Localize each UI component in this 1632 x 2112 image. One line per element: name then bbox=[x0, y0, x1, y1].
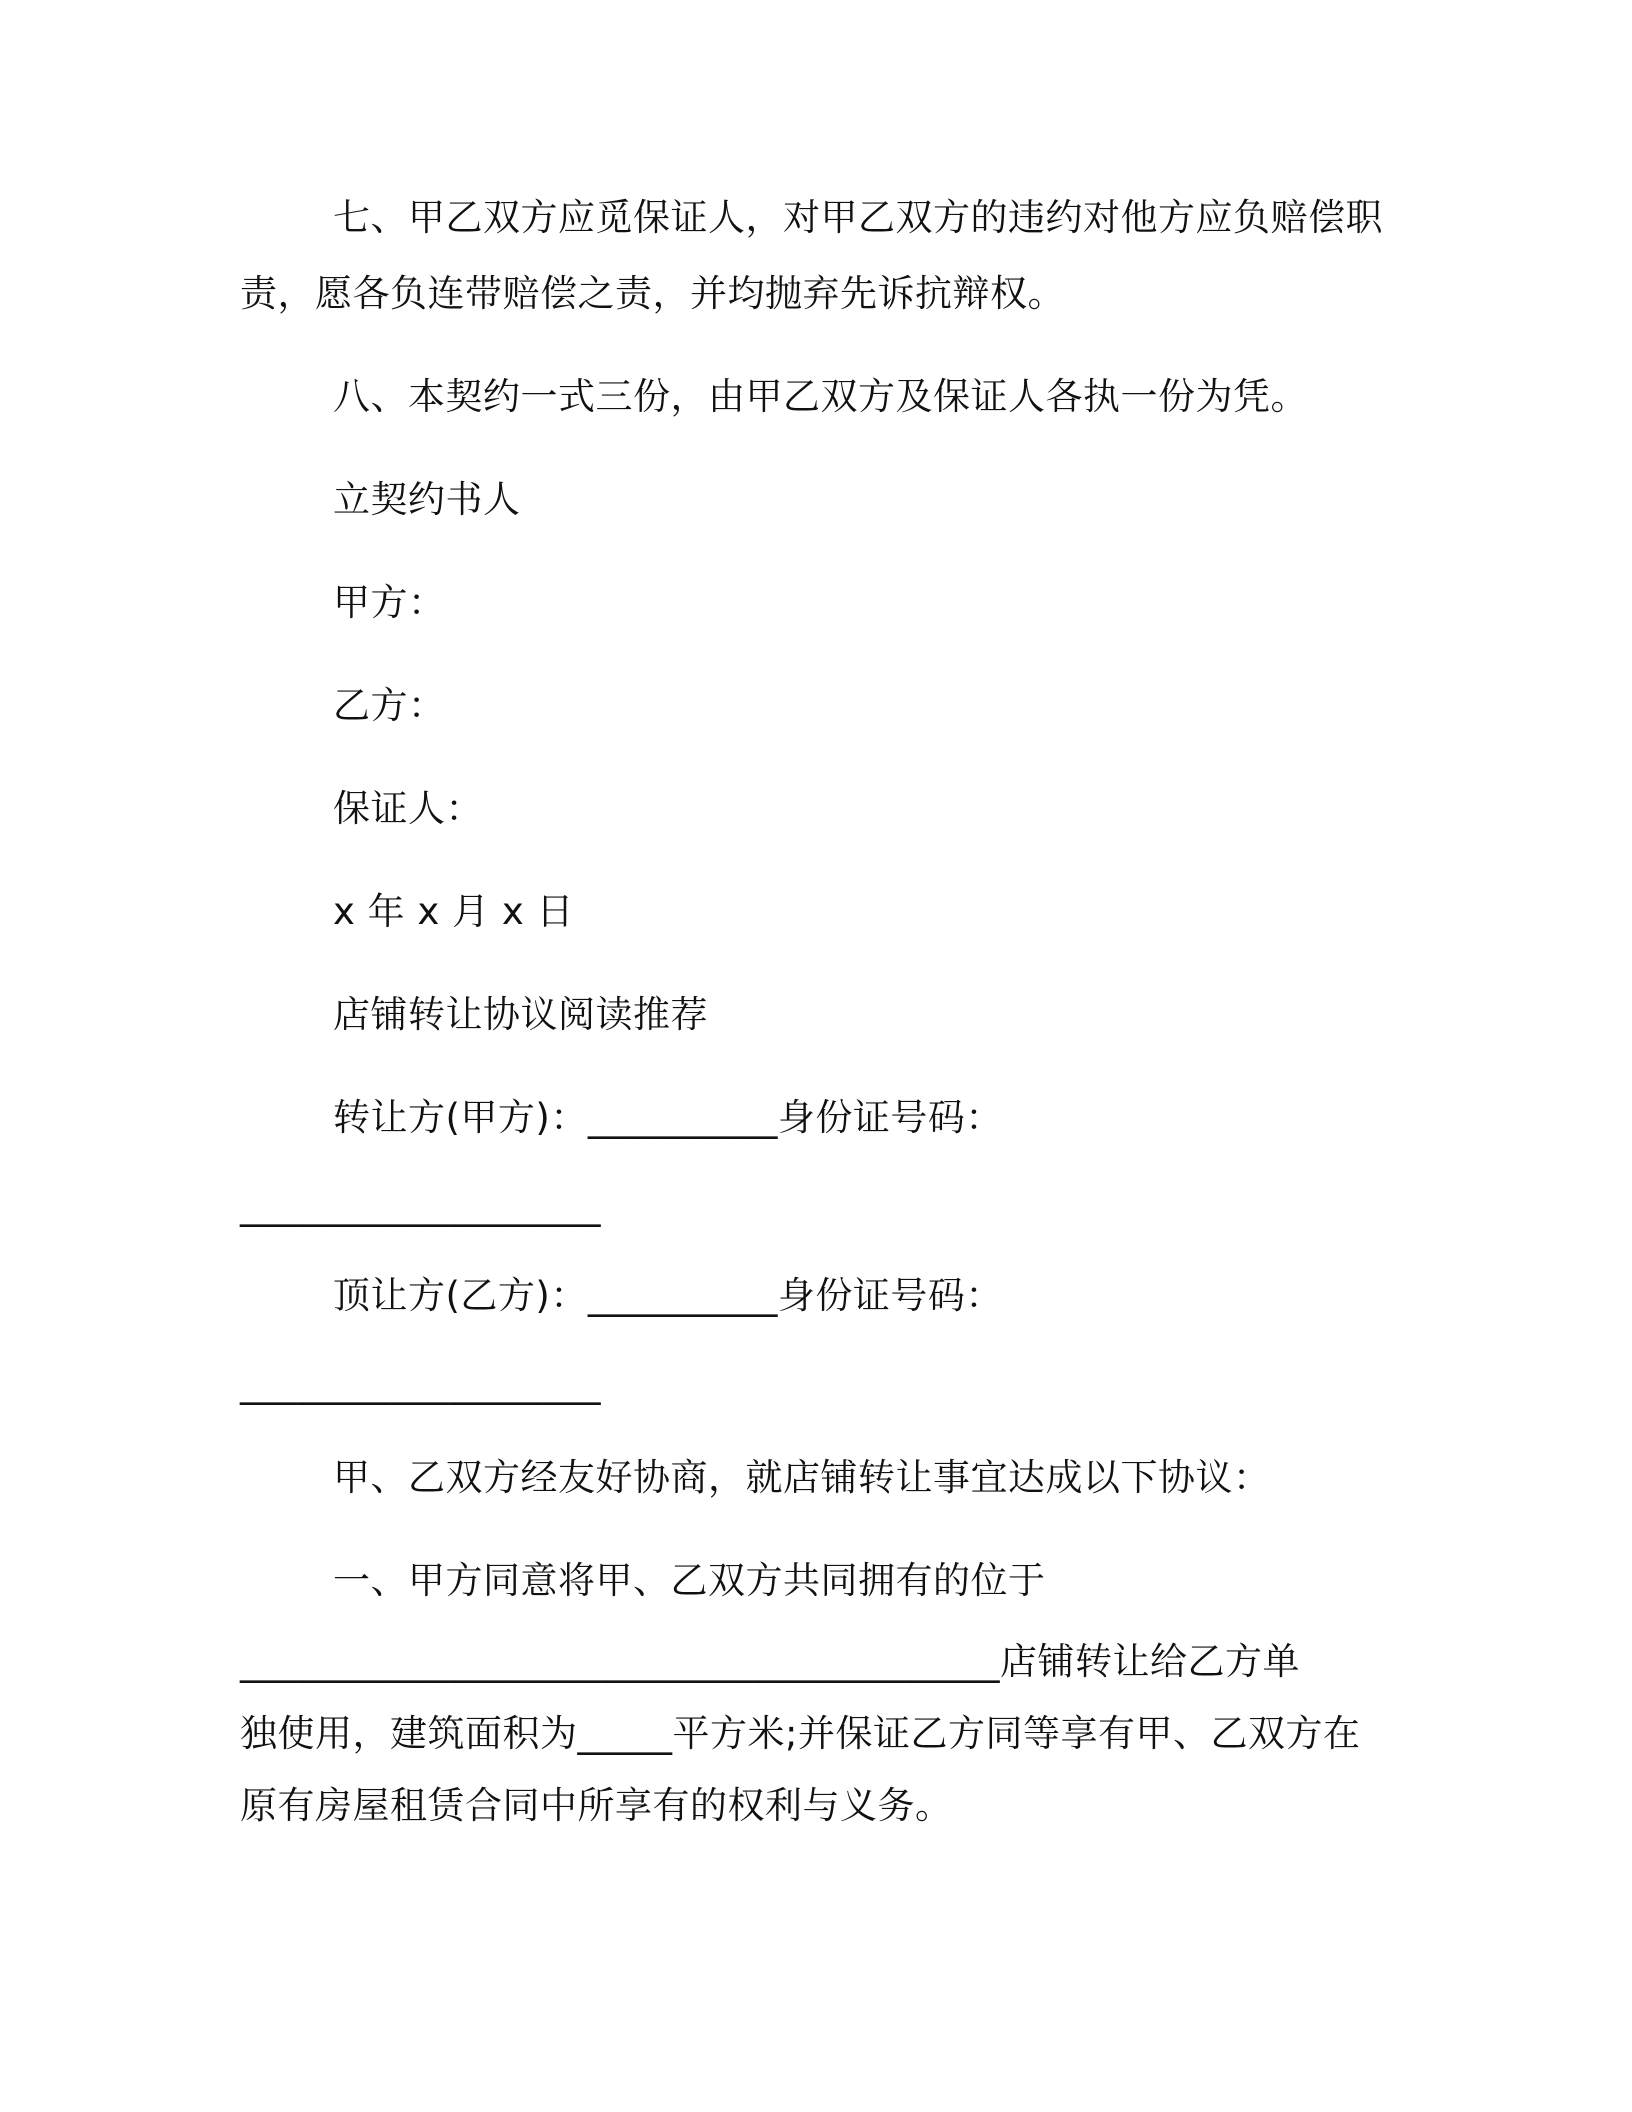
recommend-title: 店铺转让协议阅读推荐 bbox=[333, 993, 708, 1036]
transferee-line-2: ___________________ bbox=[240, 1362, 601, 1405]
transferor-line-1: 转让方(甲方)：__________身份证号码： bbox=[333, 1096, 1003, 1139]
clause-8: 八、本契约一式三份，由甲乙双方及保证人各执一份为凭。 bbox=[333, 375, 1308, 418]
signing-date: x 年 x 月 x 日 bbox=[333, 890, 574, 933]
guarantor-label: 保证人： bbox=[333, 787, 483, 830]
transferee-line-1: 顶让方(乙方)：__________身份证号码： bbox=[333, 1274, 1003, 1317]
clause-1-line-2: ________________________________________店铺转让给乙方单 bbox=[240, 1640, 1300, 1683]
agreement-intro: 甲、乙双方经友好协商，就店铺转让事宜达成以下协议： bbox=[333, 1456, 1271, 1499]
transferor-line-2: ___________________ bbox=[240, 1184, 601, 1227]
clause-1-line-4: 原有房屋租赁合同中所享有的权利与义务。 bbox=[240, 1784, 953, 1827]
clause-7-line-2: 责，愿各负连带赔偿之责，并均抛弃先诉抗辩权。 bbox=[240, 272, 1065, 315]
clause-1-line-1: 一、甲方同意将甲、乙双方共同拥有的位于 bbox=[333, 1559, 1046, 1602]
party-a-label: 甲方： bbox=[333, 581, 446, 624]
party-b-label: 乙方： bbox=[333, 684, 446, 727]
clause-1-line-3: 独使用，建筑面积为_____平方米;并保证乙方同等享有甲、乙双方在 bbox=[240, 1712, 1361, 1755]
signatories-heading: 立契约书人 bbox=[333, 478, 521, 521]
clause-7-line-1: 七、甲乙双方应觅保证人，对甲乙双方的违约对他方应负赔偿职 bbox=[333, 196, 1383, 239]
